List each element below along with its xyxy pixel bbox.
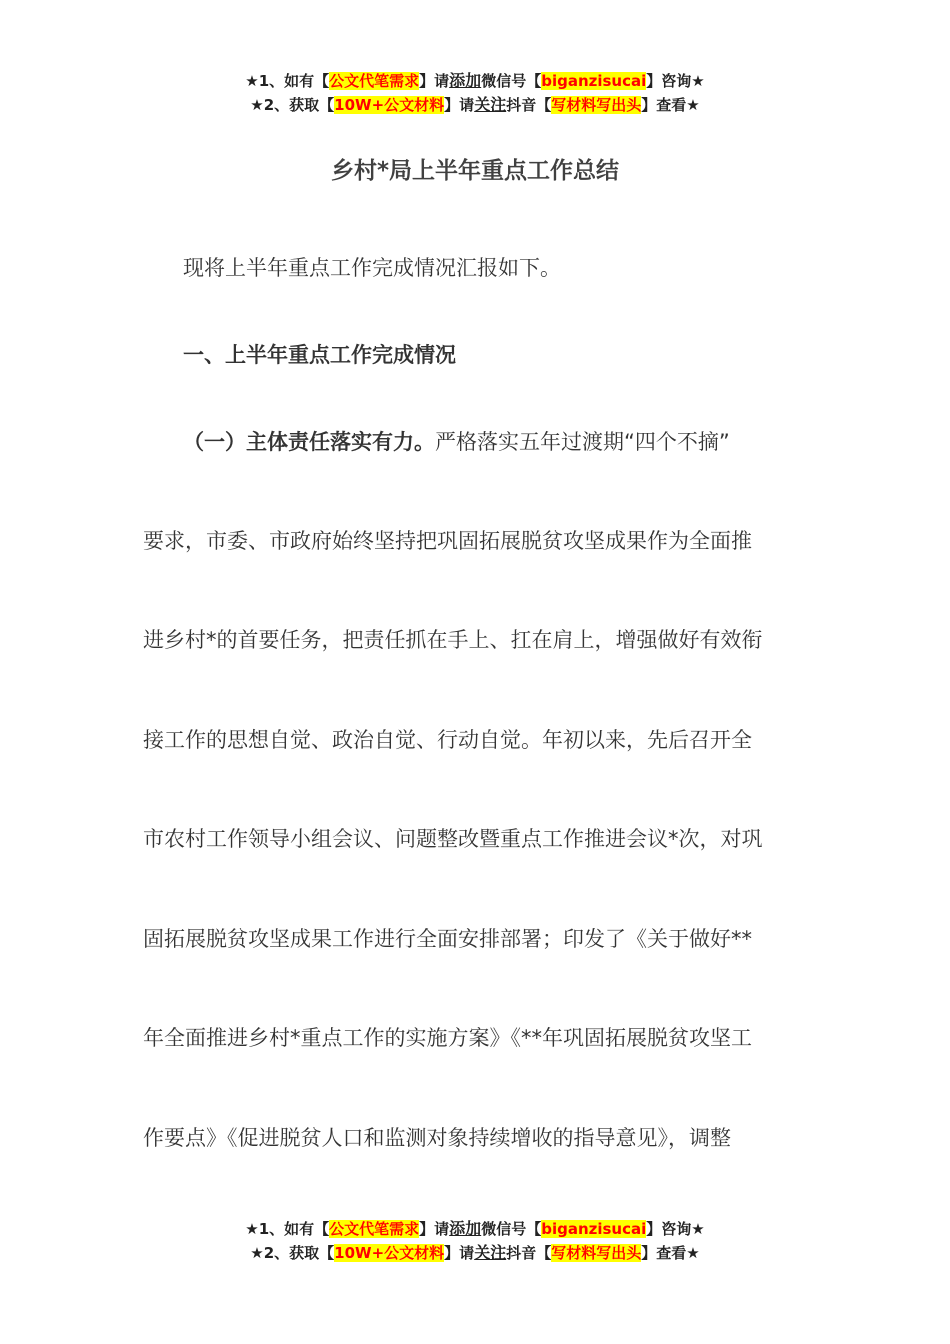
body-line: 固拓展脱贫攻坚成果工作进行全面安排部署；印发了《关于做好** bbox=[143, 927, 752, 951]
star-icon: ★ bbox=[691, 1220, 705, 1238]
banner-line-2: ★2、获取【10W+公文材料】请关注抖音【写材料写出头】查看★ bbox=[250, 95, 700, 114]
star-icon: ★ bbox=[250, 1244, 264, 1262]
banner-line-2: ★2、获取【10W+公文材料】请关注抖音【写材料写出头】查看★ bbox=[250, 1243, 700, 1262]
body-line: （一）主体责任落实有力。严格落实五年过渡期“四个不摘” bbox=[183, 430, 730, 454]
highlight-service: 公文代笔需求 bbox=[329, 1220, 420, 1238]
body-line: 接工作的思想自觉、政治自觉、行动自觉。年初以来，先后召开全 bbox=[143, 728, 752, 752]
document-title: 乡村*局上半年重点工作总结 bbox=[330, 158, 620, 184]
intro-paragraph: 现将上半年重点工作完成情况汇报如下。 bbox=[183, 256, 561, 280]
star-icon: ★ bbox=[250, 96, 264, 114]
body-line: 要求，市委、市政府始终坚持把巩固拓展脱贫攻坚成果作为全面推 bbox=[143, 529, 752, 553]
star-icon: ★ bbox=[245, 72, 259, 90]
body-line: 作要点》《促进脱贫人口和监测对象持续增收的指导意见》，调整 bbox=[143, 1126, 731, 1150]
highlight-wechat-id: biganzisucai bbox=[541, 72, 647, 90]
star-icon: ★ bbox=[691, 72, 705, 90]
star-icon: ★ bbox=[686, 1244, 700, 1262]
subsection-heading: （一）主体责任落实有力。 bbox=[183, 430, 435, 454]
header-banner bbox=[0, 69, 950, 117]
highlight-wechat-id: biganzisucai bbox=[541, 1220, 647, 1238]
banner-line-1: ★1、如有【公文代笔需求】请添加微信号【biganzisucai】咨询★ bbox=[245, 1219, 705, 1238]
highlight-douyin-account: 写材料写出头 bbox=[551, 1244, 642, 1262]
highlight-materials: 10W+公文材料 bbox=[334, 1244, 445, 1262]
body-line: 进乡村*的首要任务，把责任抓在手上、扛在肩上，增强做好有效衔 bbox=[143, 628, 763, 652]
star-icon: ★ bbox=[686, 96, 700, 114]
star-icon: ★ bbox=[245, 1220, 259, 1238]
section-heading: 一、上半年重点工作完成情况 bbox=[183, 343, 456, 367]
highlight-materials: 10W+公文材料 bbox=[334, 96, 445, 114]
highlight-douyin-account: 写材料写出头 bbox=[551, 96, 642, 114]
highlight-service: 公文代笔需求 bbox=[329, 72, 420, 90]
banner-line-1: ★1、如有【公文代笔需求】请添加微信号【biganzisucai】咨询★ bbox=[245, 71, 705, 90]
body-line: 年全面推进乡村*重点工作的实施方案》《**年巩固拓展脱贫攻坚工 bbox=[143, 1026, 752, 1050]
footer-banner bbox=[0, 1217, 950, 1265]
body-line: 市农村工作领导小组会议、问题整改暨重点工作推进会议*次，对巩 bbox=[143, 827, 763, 851]
